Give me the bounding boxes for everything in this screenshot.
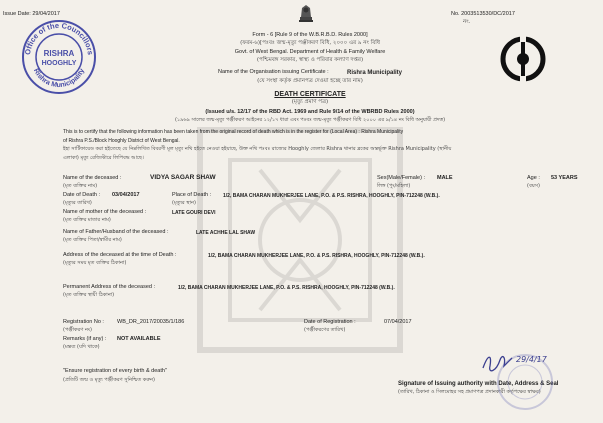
death-address: 1/2, BAMA CHARAN MUKHERJEE LANE, P.O. & P.S. RISHRA, HOOGHLY, PIN-712248 (W.B.). [208, 253, 425, 259]
certify-bn-line-1: ইহা সার্টিফায়েড করা হইতেছে যে নিম্নলিখিত বিবরণী মূল মৃত্যু নথি হইতে নেওয়া হইয়াছে, উক্ত নথি পঃবঃ রাজ্যের Hooghly জেলার Rishra থানার ব্লকের অন্তর্ভূক্ত Rishra Municipality (স্থানীয় [63, 146, 452, 152]
permanent-address-label: Permanent Address of the deceased : [63, 284, 156, 290]
verification-logo-icon [500, 36, 546, 82]
signature-date: 29/4/17 [516, 355, 547, 364]
municipality-stamp [495, 352, 555, 412]
org-label: Name of the Organisation issuing Certificate : [218, 69, 329, 75]
councillor-seal-stamp [20, 18, 98, 96]
ensure-registration-bn: (প্রতিটি জন্ম ও মৃত্যু পঞ্জীকরণ সুনিশ্চিত করুন) [63, 377, 155, 383]
sex-value: MALE [437, 175, 453, 181]
org-name: Rishra Municipality [347, 70, 403, 76]
permanent-address-label-bn: (মৃত ব্যক্তির স্থায়ী ঠিকানা) [63, 292, 115, 298]
registration-number-label-bn: (পঞ্জীকরণ নং) [63, 327, 92, 333]
sex-label: Sex(Male/Female) : [377, 175, 425, 181]
remarks-label: Remarks (if any) : [63, 336, 107, 342]
remarks-value: NOT AVAILABLE [117, 336, 161, 342]
age-value: 53 YEARS [551, 175, 578, 181]
death-address-label-bn: (মৃত্যুর সময় মৃত ব্যক্তির ঠিকানা) [63, 260, 127, 266]
signature-label-bn: (তারিখ, ঠিকানা ও সিলমোহর সহ প্রমাণপত্র প্রদানকারী কর্তৃপক্ষের স্বাক্ষর) [398, 389, 541, 395]
govt-department: Govt. of West Bengal. Department of Health & Family Welfare [234, 49, 386, 55]
signature-label: Signature of Issuing authority with Date, Address & Seal [398, 381, 559, 387]
certificate-number: No. 2003513530/DC/2017 [451, 11, 515, 17]
certify-line-2: of Rishra P.S./Block Hooghly District of West Bengal. [63, 138, 180, 144]
govt-department-bn: (পশ্চিমবঙ্গ সরকার, স্বাস্থ্য ও পরিবার কল্যাণ দপ্তর) [256, 57, 364, 63]
remarks-label-bn: (মন্তব্য (যদি থাকে) [63, 344, 100, 350]
certificate-title-bn: (মৃত্যু প্রমাণ পত্র) [291, 99, 329, 105]
age-label-bn: (বয়স) [527, 183, 540, 189]
certificate-number-bn: নং. [463, 19, 471, 25]
deceased-name-label: Name of the deceased : [63, 175, 122, 181]
death-date-label-bn: (মৃত্যুর তারিখ) [63, 200, 92, 206]
national-emblem-icon [296, 2, 316, 24]
certify-bn-line-2: এলাকা) মৃত্যু রেজিস্টারে লিপিবদ্ধ আছে। [63, 155, 144, 161]
sex-label-bn: লিঙ্গ (পুং/মহিলা) [377, 183, 411, 189]
death-date-label: Date of Death : [63, 192, 100, 198]
permanent-address: 1/2, BAMA CHARAN MUKHERJEE LANE, P.O. & P.S. RISHRA, HOOGHLY, PIN-712248 (W.B.). [178, 285, 395, 291]
registration-number: WB_DR_2017/20035/1/186 [117, 319, 185, 325]
mother-name-label-bn: (মৃত ব্যক্তির মাতার নাম) [63, 217, 111, 223]
death-place-label: Place of Death : [172, 192, 212, 198]
deceased-name: VIDYA SAGAR SHAW [150, 174, 216, 181]
death-place-label-bn: (মৃত্যুর স্থান) [172, 200, 196, 206]
registration-date-label: Date of Registration : [304, 319, 356, 325]
father-name: LATE ACHHE LAL SHAW [196, 230, 256, 236]
org-label-bn: (যে সংস্থা কর্তৃক প্রমানপত্র দেওয়া হচ্ছে তার নাম) [257, 78, 363, 84]
death-date: 03/04/2017 [112, 192, 140, 198]
seal-middle-text-1: RISHRA [43, 49, 75, 58]
death-place: 1/2, BAMA CHARAN MUKHERJEE LANE, P.O. & P.S. RISHRA, HOOGHLY, PIN-712248 (W.B.). [223, 193, 440, 199]
ensure-registration: "Ensure registration of every birth & death" [63, 368, 167, 374]
issued-under: (Issued u/s. 12/17 of the RBD Act. 1969 and Rule 9/14 of the WBRBD Rules 2000) [205, 109, 415, 115]
father-name-label: Name of Father/Husband of the deceased : [63, 229, 169, 235]
registration-number-label: Registration No : [63, 319, 104, 325]
mother-name: LATE GOURI DEVI [172, 210, 216, 216]
age-label: Age : [527, 175, 540, 181]
mother-name-label: Name of mother of the deceased : [63, 209, 147, 215]
seal-top-text: Office of the Councillors [23, 20, 95, 56]
form-number-bn: (ফরম-৬)[পঃবঃ জন্ম-মৃত্যু পঞ্জীকরণ বিধি, ২০০০ এর ৯ নং বিধি [240, 40, 380, 46]
death-address-label: Address of the deceased at the time of Death : [63, 252, 177, 258]
certificate-title: DEATH CERTIFICATE [274, 91, 346, 98]
deceased-name-label-bn: (মৃত ব্যক্তির নাম) [63, 183, 98, 189]
seal-middle-text-2: HOOGHLY [41, 60, 77, 67]
father-name-label-bn: (মৃত ব্যক্তির পিতা/স্বামীর নাম) [63, 237, 122, 243]
seal-bottom-text: Rishra Municipality [31, 67, 86, 90]
registration-date: 07/04/2017 [384, 319, 412, 325]
issued-under-bn: (১৯৬৯ সালের জন্ম-মৃত্যু পঞ্জীকরণ আইনের ১২/১৭ ধারা এবং পঃবঃ জন্ম-মৃত্যু পঞ্জীকরণ বিধি ২০০০ এর ৯/১৪ নং বিধি অনুযায়ী প্রদত্ত) [174, 117, 446, 123]
issue-date: Issue Date: 29/04/2017 [3, 11, 60, 17]
certify-line-1: This is to certify that the following information has been taken from the original record of death which is in the register for (Local Area) : Rishra Municipality [63, 129, 404, 135]
registration-date-label-bn: (পঞ্জীকরণের তারিখ) [304, 327, 346, 333]
form-number: Form - 6 [Rule 9 of the W.B.R.B.D. Rules 2000] [252, 32, 368, 38]
